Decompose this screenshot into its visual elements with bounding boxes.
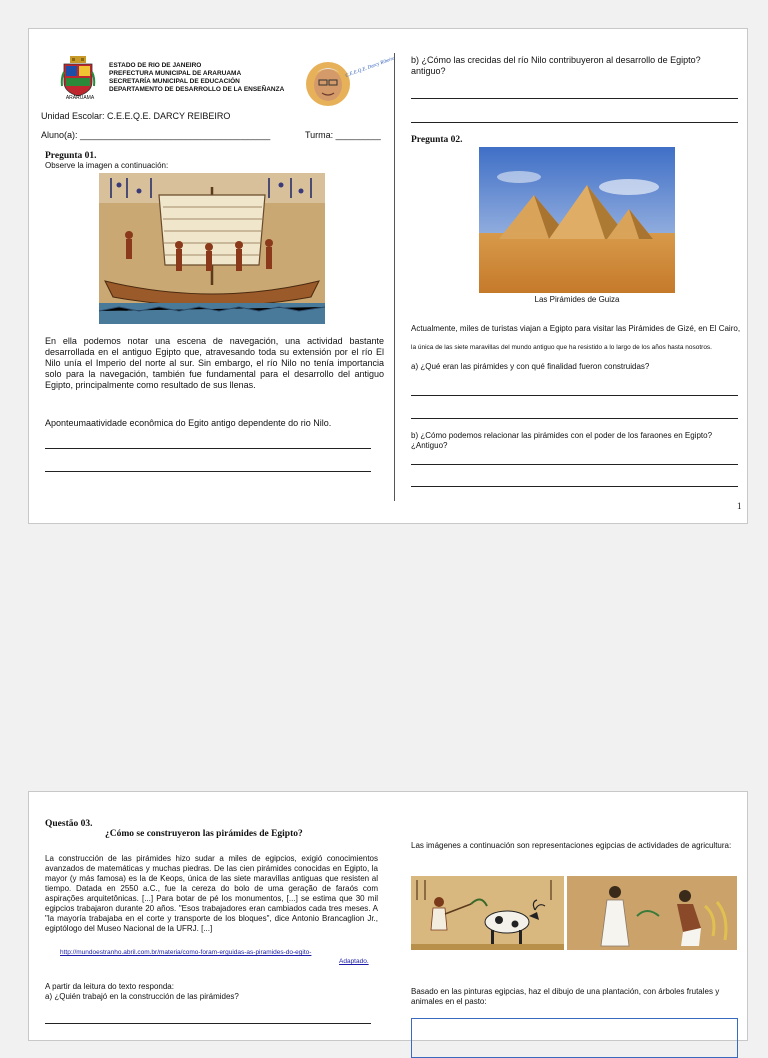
source-link[interactable]: http://mundoestranho.abril.com.br/materia/como-foram-erguidas-as-piramides-do-egito-	[60, 949, 312, 956]
answer-line[interactable]	[411, 98, 738, 99]
question-3-adapted	[339, 958, 369, 966]
question-3-title: Questão 03.	[45, 819, 93, 829]
header-lines	[109, 62, 284, 94]
crest-caption: ARARUAMA	[65, 95, 95, 101]
pyramids-photo	[479, 147, 675, 293]
egyptian-harvest-painting	[567, 876, 737, 950]
pyramids-caption: Las Pirámides de Guiza	[534, 295, 620, 304]
header-line: DEPARTAMENTO DE DESARROLLO DE LA ENSEÑANZA	[109, 86, 285, 93]
egyptian-boat-painting	[99, 173, 325, 324]
question-1-instruction: Observe la imagen a continuación:	[45, 161, 169, 170]
worksheet-page-1	[28, 28, 748, 524]
column-divider	[394, 53, 395, 501]
question-3-subtitle: ¿Cómo se construyeron las pirámides de Egipto?	[105, 829, 303, 839]
student-name-field[interactable]: Aluno(a): ______________________________________	[41, 130, 271, 140]
question-2-text-main: Actualmente, miles de turistas viajan a Egipto para visitar las Pirámides de Gizé, en El Cairo,	[411, 324, 741, 333]
darcy-ribeiro-portrait	[306, 56, 396, 115]
question-2-title: Pregunta 02.	[411, 135, 463, 145]
question-2a-text: a) ¿Qué eran las pirámides y con qué finalidad fueron construidas?	[411, 362, 650, 371]
adapted-label: Adaptado.	[339, 958, 369, 965]
answer-line[interactable]	[45, 471, 371, 472]
answer-line[interactable]	[411, 418, 738, 419]
svg-text:C.E.E.Q.E. Darcy Ribeiro: C.E.E.Q.E. Darcy Ribeiro	[344, 56, 396, 79]
answer-line[interactable]	[45, 1023, 371, 1024]
question-3-source-link[interactable]	[60, 949, 311, 957]
egyptian-plowing-painting	[411, 876, 564, 950]
answer-line[interactable]	[411, 395, 738, 396]
header-line: SECRETARÍA MUNICIPAL DE EDUCACIÓN	[109, 78, 240, 85]
page-number: 1	[737, 501, 742, 511]
question-2-text	[411, 318, 741, 354]
drawing-task: Basado en las pinturas egipcias, haz el dibujo de una plantación, con árboles frutales y animales en el pasto:	[411, 987, 720, 1006]
question-3-prompt: A partir da leitura do texto responda:	[45, 982, 174, 991]
question-2b-text: b) ¿Cómo podemos relacionar las pirámides con el poder de los faraones en Egipto? ¿Antiguo?	[411, 431, 713, 450]
answer-line[interactable]	[411, 122, 738, 123]
school-name: Unidad Escolar: C.E.E.Q.E. DARCY REIBEIRO	[41, 111, 231, 121]
question-1-title: Pregunta 01.	[45, 151, 97, 161]
question-1b-text: b) ¿Cómo las crecidas del río Nilo contribuyeron al desarrollo de Egipto? antiguo?	[411, 55, 701, 76]
answer-line[interactable]	[45, 448, 371, 449]
agriculture-intro: Las imágenes a continuación son representaciones egipcias de actividades de agricultura:	[411, 841, 732, 850]
worksheet-page-2	[28, 791, 748, 1041]
drawing-box[interactable]	[411, 1018, 738, 1058]
question-3a-text: a) ¿Quién trabajó en la construcción de las pirámides?	[45, 992, 239, 1001]
question-1-task: Aponteumaatividade econômica do Egito antigo dependente do rio Nilo.	[45, 418, 332, 428]
question-3-text: La construcción de las pirámides hizo sudar a miles de egipcios, exigió conocimientos avanzados de matemáticas y muchas piedras. De las cien pirámides conocidas en Egipto, la mayor (y más famosa) es la de Keops, única de las siete maravillas antiguas que resisten al tiempo. Datada en 2550 a.C., fue la cereza do bolo de uma geração de faraós com aspirações arquitetônicas. [...] Para botar de pé los monumentos, [...] se estima que 30 mil egipcios trabajaron durante 20 años. "Esos trabajadores eran cambiados cada tres meses. A "la mayoría trabajaba en el corte y transporte de los bloques", dice Antonio Brancaglion Jr., egiptólogo del Museo Nacional de la UFRJ. [...]	[45, 854, 378, 933]
header-line: PREFECTURA MUNICIPAL DE ARARUAMA	[109, 70, 242, 77]
answer-line[interactable]	[411, 464, 738, 465]
municipal-crest	[61, 56, 95, 100]
header-line: ESTADO DE RIO DE JANEIRO	[109, 62, 202, 69]
class-field[interactable]: Turma: _________	[305, 130, 381, 140]
answer-line[interactable]	[411, 486, 738, 487]
question-2-text-small: la única de las siete maravillas del mundo antiguo que ha resistido a lo largo de los años hasta nosotros.	[411, 344, 712, 351]
question-1-text: En ella podemos notar una escena de navegación, una actividad bastante desarrollada en el antiguo Egipto que, atravesando toda su extensión por el río El Nilo unía el Imperio del norte al sur. Sin embargo, el río Nilo no tenía importancia solo para la navegación, también fue fundamental para el desarrollo del antiguo Egipto, principalmente como resultado de sus llenas.	[45, 336, 384, 390]
